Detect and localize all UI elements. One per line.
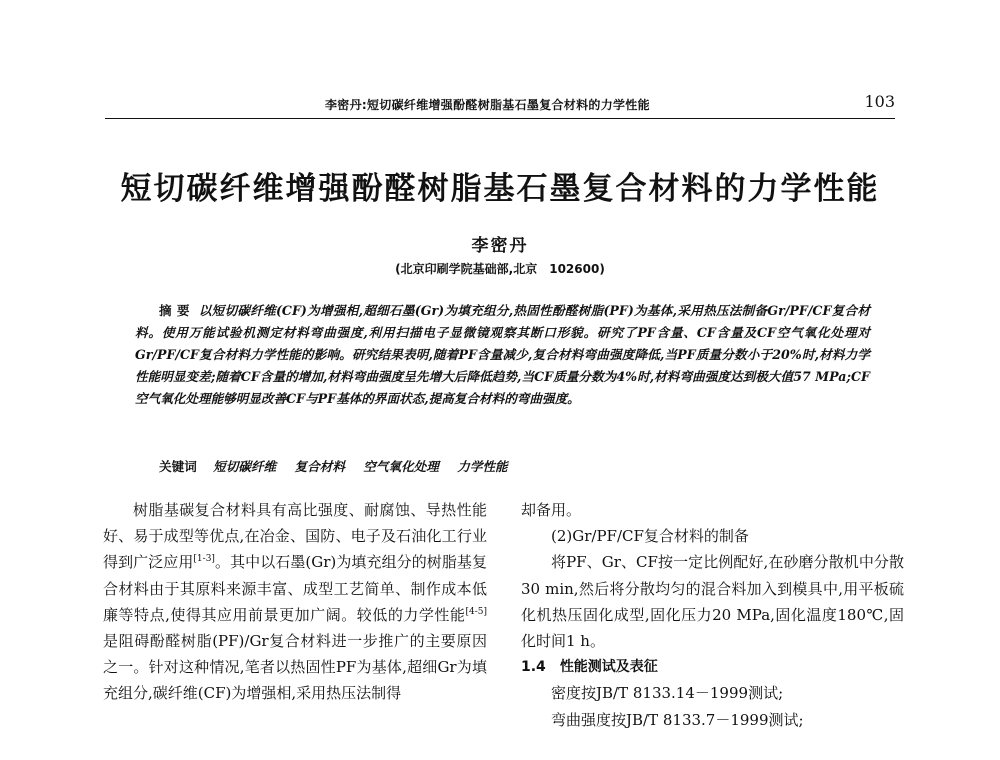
page-number: 103 — [864, 92, 895, 111]
intro-paragraph — [103, 497, 487, 707]
author: 李密丹 — [471, 236, 529, 256]
paper-title: 短切碳纤维增强酚醛树脂基石墨复合材料的力学性能 — [120, 171, 880, 207]
left-column — [103, 497, 487, 707]
preparation-paragraph: 将PF、Gr、CF按一定比例配好,在砂磨分散机中分散30 min,然后将分散均匀的混合料加入到模具中,用平板硫化机热压固化成型,固化压力20 MPa,固化温度180℃,固化时间1 h。 — [521, 553, 904, 651]
keyword: 短切碳纤维 — [213, 459, 277, 474]
method-flexural: 弯曲强度按JB/T 8133.7－1999测试; — [551, 710, 804, 729]
section-number: 1.4 — [521, 659, 546, 676]
intro-text-c: 是阻碍酚醛树脂(PF)/Gr复合材料进一步推广的主要原因之一。针对这种情况,笔者以热固性PF为基体,超细Gr为填充组分,碳纤维(CF)为增强相,采用热压法制得 — [103, 632, 487, 703]
running-header — [105, 92, 895, 119]
section-title: 性能测试及表征 — [559, 659, 658, 676]
abstract — [135, 300, 870, 410]
subsection-heading: (2)Gr/PF/CF复合材料的制备 — [551, 527, 749, 546]
keywords-label: 关键词 — [159, 459, 197, 474]
abstract-text: 以短切碳纤维(CF)为增强相,超细石墨(Gr)为填充组分,热固性酚醛树脂(PF)为基体,采用热压法制备Gr/PF/CF复合材料。使用万能试验机测定材料弯曲强度,利用扫描电子显微镜观察其断口形貌。研究了PF含量、CF含量及CF空气氧化处理对Gr/PF/CF复合材料力学性能的影响。研究结果表明,随着PF含量减少,复合材料弯曲强度降低,当PF质量分数小于20%时,材料力学性能明显变差;随着CF含量的增加,材料弯曲强度呈先增大后降低趋势,当CF质量分数为4%时,材料弯曲强度达到极大值57 MPa;CF空气氧化处理能够明显改善CF与PF基体的界面状态,提高复合材料的弯曲强度。 — [135, 303, 871, 406]
keyword: 力学性能 — [457, 459, 508, 474]
citation-1: [1-3] — [193, 554, 215, 565]
running-title: 李密丹:短切碳纤维增强酚醛树脂基石墨复合材料的力学性能 — [325, 98, 650, 112]
keyword: 空气氧化处理 — [363, 459, 439, 474]
keyword: 复合材料 — [294, 459, 345, 474]
method-density: 密度按JB/T 8133.14－1999测试; — [551, 684, 784, 703]
abstract-label: 摘要 — [159, 303, 195, 318]
keywords — [159, 456, 859, 475]
affiliation: (北京印刷学院基础部,北京 102600) — [395, 262, 605, 276]
intro-text-b: 。其中以石墨(Gr)为填充组分的树脂基复合材料由于其原料来源丰富、成型工艺简单、制作成本低廉等特点,使得其应用前景更加广阔。较低的力学性能 — [103, 553, 487, 624]
right-column — [521, 497, 904, 733]
intro-text-a: 树脂基碳复合材料具有高比强度、耐腐蚀、导热性能好、易于成型等优点,在冶金、国防、电子及石油化工行业得到广泛应用 — [103, 501, 487, 572]
continued-line: 却备用。 — [521, 501, 582, 519]
citation-2: [4-5] — [465, 606, 487, 617]
section-heading — [521, 654, 904, 680]
